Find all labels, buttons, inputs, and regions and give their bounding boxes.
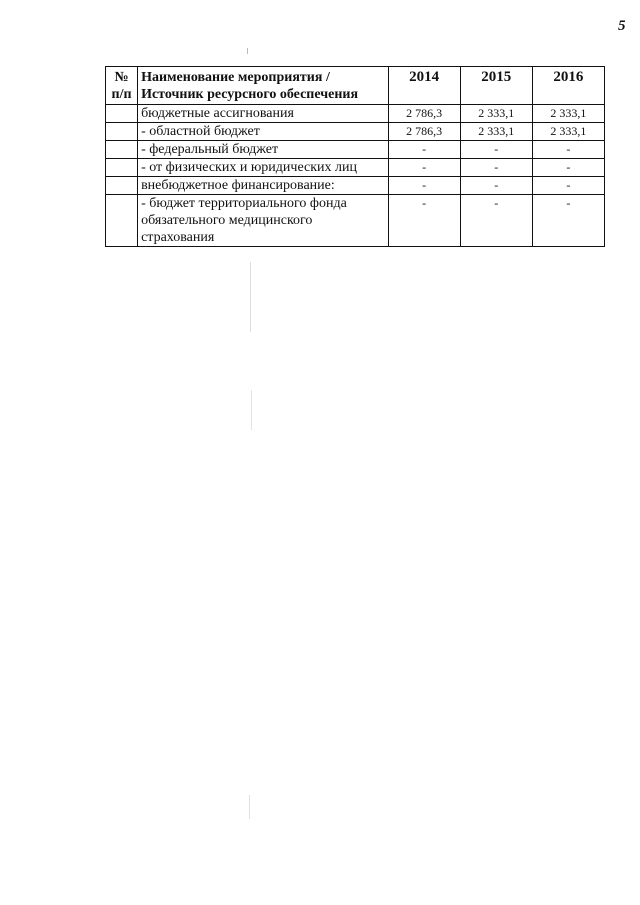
table-row xyxy=(106,123,605,141)
row-number xyxy=(106,195,138,247)
header-name: Наименование мероприятия / Источник ресурсного обеспечения xyxy=(138,67,389,105)
header-year-2015: 2015 xyxy=(460,67,532,105)
header-year-2014: 2014 xyxy=(388,67,460,105)
row-value-2015: - xyxy=(460,195,532,247)
row-value-2014: 2 786,3 xyxy=(388,105,460,123)
row-value-2016: - xyxy=(532,195,604,247)
row-value-2016: - xyxy=(532,177,604,195)
row-value-2015: 2 333,1 xyxy=(460,105,532,123)
scan-artifact xyxy=(247,48,248,54)
row-name: - бюджет территориального фонда обязательного медицинского страхования xyxy=(138,195,389,247)
row-value-2014: - xyxy=(388,195,460,247)
row-number xyxy=(106,159,138,177)
row-value-2015: - xyxy=(460,141,532,159)
row-value-2014: - xyxy=(388,159,460,177)
table-row xyxy=(106,159,605,177)
scan-artifact xyxy=(249,795,250,819)
scan-artifact xyxy=(251,390,252,430)
funding-table xyxy=(105,66,605,247)
row-name: - от физических и юридических лиц xyxy=(138,159,389,177)
row-value-2014: - xyxy=(388,177,460,195)
row-value-2016: - xyxy=(532,141,604,159)
row-value-2014: - xyxy=(388,141,460,159)
row-name: внебюджетное финансирование: xyxy=(138,177,389,195)
row-number xyxy=(106,177,138,195)
table-row xyxy=(106,105,605,123)
header-year-2016: 2016 xyxy=(532,67,604,105)
table-row xyxy=(106,195,605,247)
row-number xyxy=(106,123,138,141)
row-name: бюджетные ассигнования xyxy=(138,105,389,123)
row-name: - областной бюджет xyxy=(138,123,389,141)
row-value-2015: - xyxy=(460,159,532,177)
row-value-2016: 2 333,1 xyxy=(532,105,604,123)
table-header-row xyxy=(106,67,605,105)
row-value-2016: 2 333,1 xyxy=(532,123,604,141)
table-row xyxy=(106,141,605,159)
row-value-2015: 2 333,1 xyxy=(460,123,532,141)
table-row xyxy=(106,177,605,195)
header-number: № п/п xyxy=(106,67,138,105)
row-value-2016: - xyxy=(532,159,604,177)
row-name: - федеральный бюджет xyxy=(138,141,389,159)
row-value-2015: - xyxy=(460,177,532,195)
row-value-2014: 2 786,3 xyxy=(388,123,460,141)
row-number xyxy=(106,105,138,123)
row-number xyxy=(106,141,138,159)
page-number: 5 xyxy=(618,18,626,34)
scan-artifact xyxy=(250,262,251,332)
